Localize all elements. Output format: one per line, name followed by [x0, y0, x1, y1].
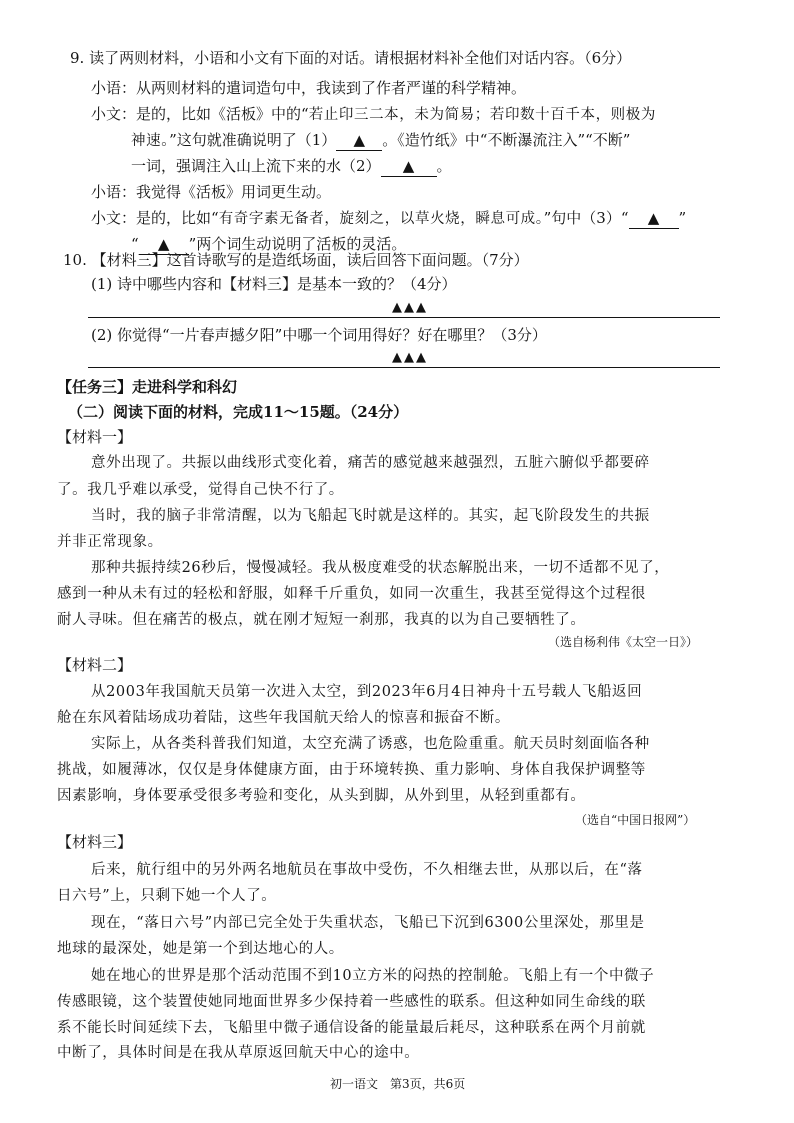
dialogue-text: ”这句就准确说明了（1）	[169, 131, 337, 149]
m2-line: 因素影响，身体要承受很多考验和变化，从头到脚，从外到里，从轻到重都有。	[57, 788, 586, 804]
dialogue-line-6	[91, 208, 686, 229]
m2-line: 挑战，如履薄冰，仅仅是身体健康方面，由于环境转换、重力影响、身体自我保护调整等	[57, 762, 646, 778]
section-heading: （二）阅读下面的材料，完成11～15题。（24分）	[68, 403, 409, 421]
m3-line: 地球的最深处，她是第一个到达地心的人。	[57, 941, 344, 957]
answer-blank-3a[interactable]: ▲	[629, 208, 679, 229]
page-footer: 初一语文 第3页，共6页	[330, 1077, 466, 1091]
m2-source: （选自“中国日报网”）	[575, 813, 696, 827]
m1-source: （选自杨利伟《太空一日》）	[548, 635, 699, 649]
m3-line: 现在，“落日六号”内部已完全处于失重状态，飞船已下沉到6300公里深处，那里是	[91, 915, 645, 931]
dialogue-text: 是的，比如“	[136, 209, 219, 227]
answer-marks-2: ▲▲▲	[392, 350, 428, 365]
m3-line: 中断了，具体时间是在我从草原返回航天中心的途中。	[57, 1045, 420, 1061]
dialogue-line-2	[91, 104, 656, 125]
dialogue-text: 一词，强调注入山上流下来的水（2）	[131, 157, 381, 175]
q9-stem: 9. 读了两则材料，小语和小文有下面的对话。请根据材料补全他们对话内容。（6分）	[70, 49, 632, 67]
m1-line: 并非正常现象。	[57, 534, 163, 550]
m1-line: 耐人寻味。但在痛苦的极点，就在刚才短短一刹那，我真的以为自己要牺牲了。	[57, 612, 586, 628]
speaker-xiaoyu: 小语：	[91, 79, 137, 97]
answer-blank-3b[interactable]: ▲	[139, 234, 189, 255]
answer-line-1[interactable]	[88, 317, 720, 318]
q10-sub1: (1) 诗中哪些内容和【材料三】是基本一致的？（4分）	[91, 275, 457, 293]
speaker-xiaowen: 小文：	[91, 209, 137, 227]
m3-line: 日六号”上，只剩下她一个人了。	[57, 888, 277, 904]
material-3-label: 【材料三】	[57, 833, 133, 851]
m1-line: 那种共振持续26秒后，慢慢减轻。我从极度难受的状态解脱出来，一切不适都不见了，	[91, 560, 670, 576]
m1-line: 感到一种从未有过的轻松和舒服，如释千斤重负，如同一次重生，我甚至觉得这个过程很	[57, 586, 646, 602]
task3-title: 【任务三】走进科学和科幻	[57, 378, 238, 396]
q10-sub2: (2) 你觉得“一片春声撼夕阳”中哪一个词用得好？好在哪里？（3分）	[91, 326, 547, 344]
m3-line: 她在地心的世界是那个活动范围不到10立方米的闷热的控制舱。飞船上有一个中微子	[91, 968, 655, 984]
quote-huoban-2: 有奇字素无备者，旋刻之，以草火烧，瞬息可成。	[218, 211, 544, 227]
m2-line: 从2003年我国航天员第一次进入太空，到2023年6月4日神舟十五号载人飞船返回	[91, 684, 643, 700]
q10-stem: 10. 【材料三】这首诗歌写的是造纸场面，读后回答下面问题。（7分）	[63, 251, 529, 269]
m1-line: 意外出现了。共振以曲线形式变化着，痛苦的感觉越来越强烈，五脏六腑似乎都要碎	[91, 455, 650, 471]
answer-blank-2[interactable]: ▲	[381, 156, 437, 177]
m2-line: 舱在东风着陆场成功着陆，这些年我国航天给人的惊喜和振奋不断。	[57, 710, 510, 726]
dialogue-text: 从两则材料的遣词造句中，我读到了作者严谨的科学精神。	[136, 79, 527, 97]
dialogue-text: ”	[678, 209, 687, 227]
dialogue-text: ”句中（3）“	[543, 209, 629, 227]
dialogue-text: ”两个词生动说明了活板的灵活。	[188, 235, 407, 253]
m3-line: 传感眼镜，这个装置使她同地面世界多少保持着一些感性的联系。但这种如同生命线的联	[57, 994, 646, 1010]
dialogue-text: 。《造竹纸》中“不断瀑流注入”“不断”	[382, 131, 631, 149]
m2-line: 实际上，从各类科普我们知道，太空充满了诱惑，也危险重重。航天员时刻面临各种	[91, 736, 650, 752]
speaker-xiaoyu: 小语：	[91, 183, 137, 201]
dialogue-line-5	[91, 182, 331, 202]
m1-line: 了。我几乎难以承受，觉得自己快不行了。	[57, 482, 344, 498]
answer-line-2[interactable]	[88, 367, 720, 368]
dialogue-text: 是的，比如《活板》中的“	[136, 105, 309, 123]
dialogue-text: 我觉得《活板》用词更生动。	[136, 183, 332, 201]
dialogue-line-4	[131, 156, 452, 177]
dialogue-text: “	[131, 235, 139, 253]
material-2-label: 【材料二】	[57, 656, 133, 674]
quote-huoban-end: 神速。	[131, 133, 170, 149]
speaker-xiaowen: 小文：	[91, 105, 137, 123]
dialogue-line-3	[131, 130, 630, 151]
m3-line: 系不能长时间延续下去，飞船里中微子通信设备的能量最后耗尽，这种联系在两个月前就	[57, 1020, 646, 1036]
answer-blank-1[interactable]: ▲	[336, 130, 382, 151]
m1-line: 当时，我的脑子非常清醒，以为飞船起飞时就是这样的。其实，起飞阶段发生的共振	[91, 508, 650, 524]
dialogue-text: 。	[436, 157, 452, 175]
dialogue-line-1	[91, 78, 526, 98]
material-1-label: 【材料一】	[57, 428, 133, 446]
quote-huoban: 若止印三二本，未为简易；若印数十百千本，则极为	[308, 107, 656, 123]
answer-marks-1: ▲▲▲	[392, 300, 428, 315]
m3-line: 后来，航行组中的另外两名地航员在事故中受伤，不久相继去世，从那以后，在“落	[91, 862, 643, 878]
